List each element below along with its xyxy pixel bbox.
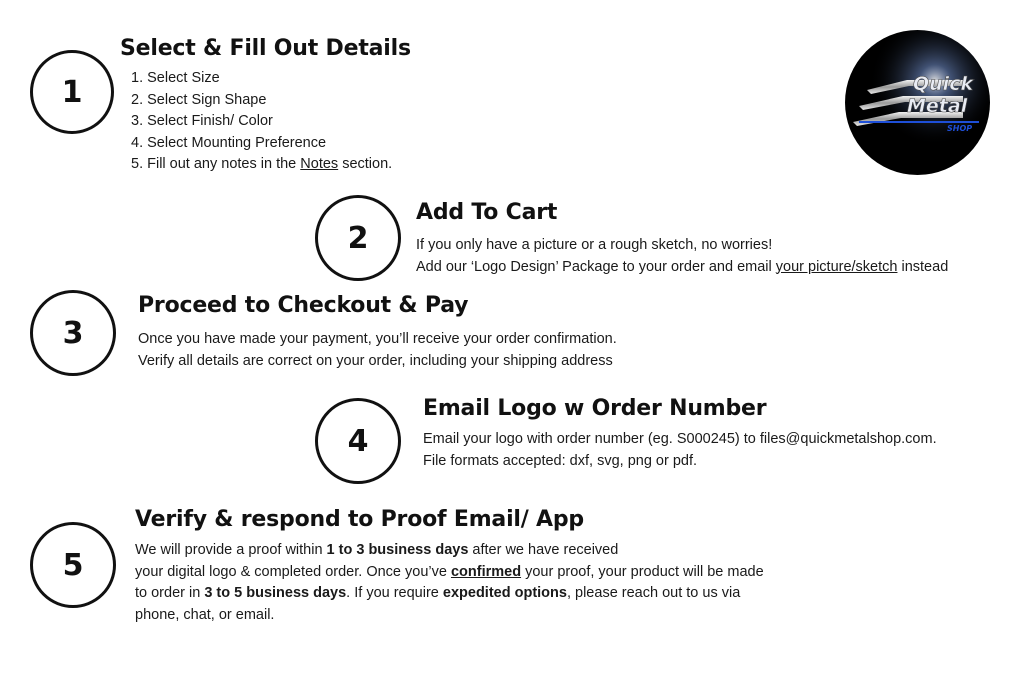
step-4-line-2: File formats accepted: dxf, svg, png or pdf. (423, 452, 698, 469)
logo-word-metal: Metal (907, 95, 968, 117)
logo-underline (859, 121, 979, 123)
step-2-text (416, 235, 948, 278)
step-2-line-2: Add our ‘Logo Design’ Package to your order and email your picture/sketch instead (416, 258, 949, 275)
step-5-title: Verify & respond to Proof Email/ App (135, 507, 584, 532)
step-3-title: Proceed to Checkout & Pay (138, 293, 469, 318)
step-5-line-1: We will provide a proof within 1 to 3 business days after we have received (135, 542, 619, 558)
step-3-number: 3 (62, 315, 84, 351)
step-3-line-2: Verify all details are correct on your order, including your shipping address (138, 352, 613, 369)
step-4-line-1: Email your logo with order number (eg. S000245) to files@quickmetalshop.com. (423, 431, 937, 447)
logo-graphic (845, 30, 990, 175)
list-item: 4. Select Mounting Preference (131, 134, 327, 151)
step-1-number: 1 (61, 74, 83, 110)
list-item: 2. Select Sign Shape (131, 91, 267, 108)
list-item: 3. Select Finish/ Color (131, 113, 273, 129)
step-5-number-circle (30, 522, 116, 608)
step-4-number-circle (315, 398, 401, 484)
step-2-number: 2 (347, 220, 369, 256)
step-3-text (138, 329, 617, 372)
confirmed-link[interactable]: confirmed (450, 563, 522, 580)
step-2-line-1: If you only have a picture or a rough sketch, no worries! (416, 237, 773, 253)
notes-link[interactable]: Notes (300, 156, 339, 172)
quick-metal-shop-logo (845, 30, 990, 175)
step-4-title: Email Logo w Order Number (423, 396, 767, 421)
step-4-number: 4 (347, 423, 369, 459)
logo-word-quick: Quick (913, 73, 974, 95)
picture-sketch-link[interactable]: your picture/sketch (775, 258, 898, 275)
logo-word-shop: SHOP (947, 124, 973, 133)
step-4-text (423, 429, 937, 472)
step-1-title: Select & Fill Out Details (120, 36, 411, 61)
step-1-number-circle (30, 50, 114, 134)
step-2-number-circle (315, 195, 401, 281)
step-5-line-2: your digital logo & completed order. Once you’ve confirmed your proof, your product will be made (135, 563, 764, 580)
list-item: 1. Select Size (131, 70, 220, 86)
step-3-line-1: Once you have made your payment, you’ll receive your order confirmation. (138, 331, 617, 347)
step-5-line-4: phone, chat, or email. (135, 606, 275, 623)
step-5-line-3: to order in 3 to 5 business days. If you require expedited options, please reach out to us via (135, 585, 741, 601)
step-2-title: Add To Cart (416, 200, 558, 225)
step-5-text (135, 540, 764, 626)
step-1-list (131, 68, 392, 176)
list-item: 5. Fill out any notes in the Notes section. (131, 156, 393, 172)
step-3-number-circle (30, 290, 116, 376)
step-5-number: 5 (62, 547, 84, 583)
